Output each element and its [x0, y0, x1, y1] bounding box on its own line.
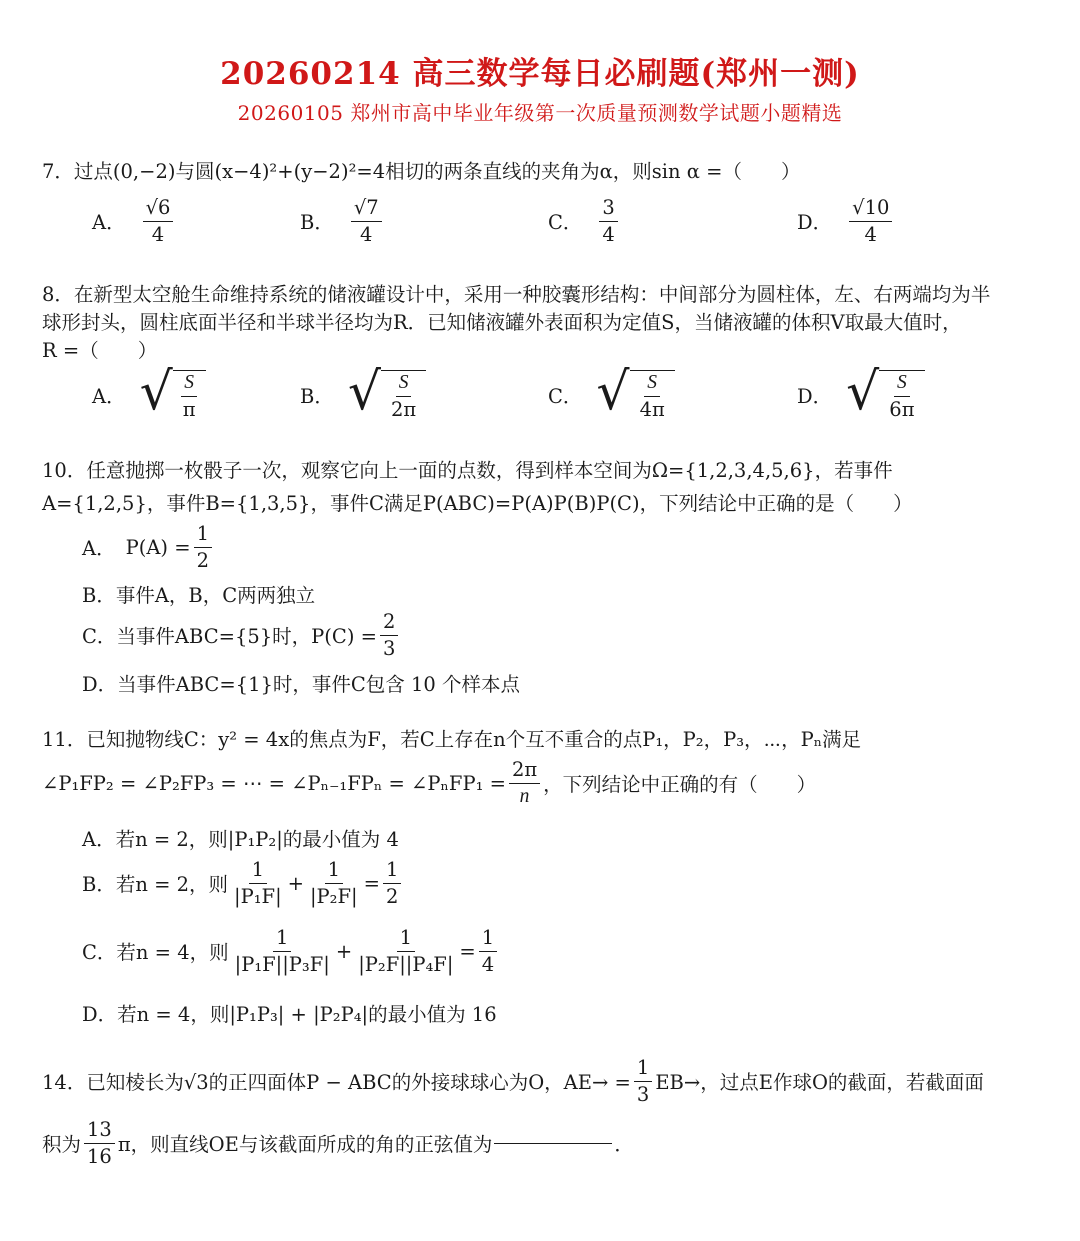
question-11-line1: 11．已知抛物线C：y² = 4x的焦点为F，若C上存在n个互不重合的点P₁，P₂，P₃，⋯，Pₙ满足 [42, 728, 862, 751]
question-14-line1 [42, 1058, 984, 1104]
q8-option-a [92, 362, 206, 422]
q8-option-d [797, 362, 925, 422]
option-label: C． [548, 211, 583, 234]
fraction-numerator: √10 [849, 198, 892, 222]
fraction-denominator: 16 [87, 1144, 112, 1168]
fraction-denominator: 6π [889, 397, 915, 421]
option-label: C． [548, 384, 583, 408]
fraction-numerator: 13 [84, 1120, 115, 1144]
fraction-denominator: 2π [390, 397, 417, 421]
question-text-tail: EB→，过点E作球O的截面，若截面面 [655, 1071, 984, 1094]
option-text: C．当事件ABC={5}时，P(C) = [82, 625, 377, 648]
q10-option-b: B．事件A，B，C两两独立 [82, 584, 316, 607]
fraction-denominator: 4 [602, 222, 615, 246]
fraction-denominator: 2 [385, 884, 399, 908]
square-root: √ $\frac{S}{\pi}$ [140, 370, 206, 419]
q10-option-a [82, 524, 215, 570]
question-8-line1: 8．在新型太空舱生命维持系统的储液罐设计中，采用一种胶囊形结构：中间部分为圆柱体，左、右两端均为半 [42, 283, 991, 306]
fraction-denominator: |P₁F||P₃F| [234, 952, 330, 976]
page-title: 20260214 高三数学每日必刷题(郑州一测) [220, 56, 860, 92]
q7-option-b [300, 198, 385, 244]
square-root: √ $\frac{S}{6\pi}$ [846, 370, 924, 419]
fraction-numerator: √6 [143, 198, 174, 222]
q7-option-c [548, 198, 621, 244]
option-text: B．若n = 2，则 [82, 873, 229, 896]
option-label: D． [797, 384, 833, 408]
question-10-line2: A={1,2,5}，事件B={1,3,5}，事件C满足P(ABC)=P(A)P(B)P(C)，下列结论中正确的是（ ） [42, 492, 913, 515]
question-8-line3: R =（ ） [42, 339, 158, 362]
fraction-denominator: n [519, 785, 530, 807]
q8-option-c [548, 362, 675, 422]
fraction-numerator: 1 [273, 928, 291, 952]
fraction-denominator: |P₁F| [234, 884, 282, 908]
q10-option-d: D．当事件ABC={1}时，事件C包含 10 个样本点 [82, 673, 521, 696]
fraction-numerator: √7 [351, 198, 382, 222]
question-8-line2: 球形封头，圆柱底面半径和半球半径均为R．已知储液罐外表面积为定值S，当储液罐的体积V取最大值时， [42, 311, 962, 334]
question-text-tail: π，则直线OE与该截面所成的角的正弦值为 [117, 1133, 493, 1156]
question-14-line2 [42, 1120, 634, 1166]
fraction-numerator: S [396, 373, 412, 397]
fraction-numerator: 1 [479, 928, 497, 952]
fraction-numerator: 3 [599, 198, 617, 222]
fraction-numerator: S [644, 373, 660, 397]
option-text: C．若n = 4，则 [82, 941, 229, 964]
fraction-denominator: 4 [360, 222, 373, 246]
option-label: A． [92, 384, 126, 408]
fraction-numerator: 1 [397, 928, 415, 952]
condition-tail: ，下列结论中正确的有（ ） [543, 773, 817, 796]
fraction-numerator: S [894, 373, 910, 397]
option-label: B． [300, 211, 334, 234]
q7-option-d [797, 198, 895, 244]
q8-option-b [300, 362, 426, 422]
fraction-numerator: 1 [634, 1058, 652, 1082]
fraction-denominator: 2 [196, 548, 209, 572]
q11-option-a: A．若n = 2，则|P₁P₂|的最小值为 4 [82, 828, 399, 851]
fraction-denominator: 3 [382, 636, 396, 660]
equals-sign: = [363, 871, 380, 895]
option-label: B． [300, 384, 334, 408]
question-end: ． [614, 1133, 634, 1156]
fraction-numerator: 1 [383, 860, 401, 884]
option-label: A． [92, 211, 126, 234]
option-text: P(A) = [125, 535, 191, 559]
fraction-numerator: 1 [194, 524, 212, 548]
fraction-denominator: 3 [636, 1082, 650, 1106]
question-text: 积为 [42, 1133, 82, 1156]
page-subtitle: 20260105 郑州市高中毕业年级第一次质量预测数学试题小题精选 [237, 101, 843, 125]
condition-text: ∠P₁FP₂ = ∠P₂FP₃ = ⋯ = ∠Pₙ₋₁FPₙ = ∠PₙFP₁ = [42, 771, 506, 795]
fraction-denominator: π [182, 397, 196, 421]
question-11-line2 [42, 760, 816, 806]
fraction-denominator: 4 [151, 222, 165, 246]
q7-option-a [92, 198, 176, 244]
q11-option-b [82, 860, 404, 906]
option-label: A． [82, 537, 116, 560]
fraction-denominator: 4 [481, 952, 495, 976]
fraction-numerator: 2π [509, 760, 540, 784]
fraction-numerator: 1 [325, 860, 343, 884]
q11-option-c [82, 928, 500, 974]
fraction-numerator: S [181, 373, 197, 397]
plus-sign: + [335, 939, 353, 963]
q10-option-c [82, 612, 401, 658]
fraction-denominator: |P₂F| [309, 884, 358, 908]
option-label: D． [797, 211, 833, 234]
equals-sign: = [459, 939, 476, 963]
plus-sign: + [287, 871, 304, 895]
fraction-numerator: 1 [249, 860, 267, 884]
fraction-denominator: 4π [639, 397, 665, 421]
answer-blank[interactable] [494, 1143, 612, 1144]
question-10-line1: 10．任意抛掷一枚骰子一次，观察它向上一面的点数，得到样本空间为Ω={1,2,3,4,5,6}，若事件 [42, 459, 893, 482]
fraction-denominator: 4 [864, 222, 877, 246]
question-7-stem: 7．过点(0,−2)与圆(x−4)²+(y−2)²=4相切的两条直线的夹角为α，则sin α =（ ） [42, 160, 801, 183]
q11-option-d: D．若n = 4，则|P₁P₃| + |P₂P₄|的最小值为 16 [82, 1003, 497, 1026]
question-text: 14．已知棱长为√3的正四面体P − ABC的外接球球心为O，AE→ = [42, 1071, 631, 1094]
square-root: √ $\frac{S}{4\pi}$ [596, 370, 674, 419]
fraction-numerator: 2 [380, 612, 398, 636]
fraction-denominator: |P₂F||P₄F| [358, 952, 454, 976]
square-root: √ $\frac{S}{2\pi}$ [348, 370, 426, 419]
